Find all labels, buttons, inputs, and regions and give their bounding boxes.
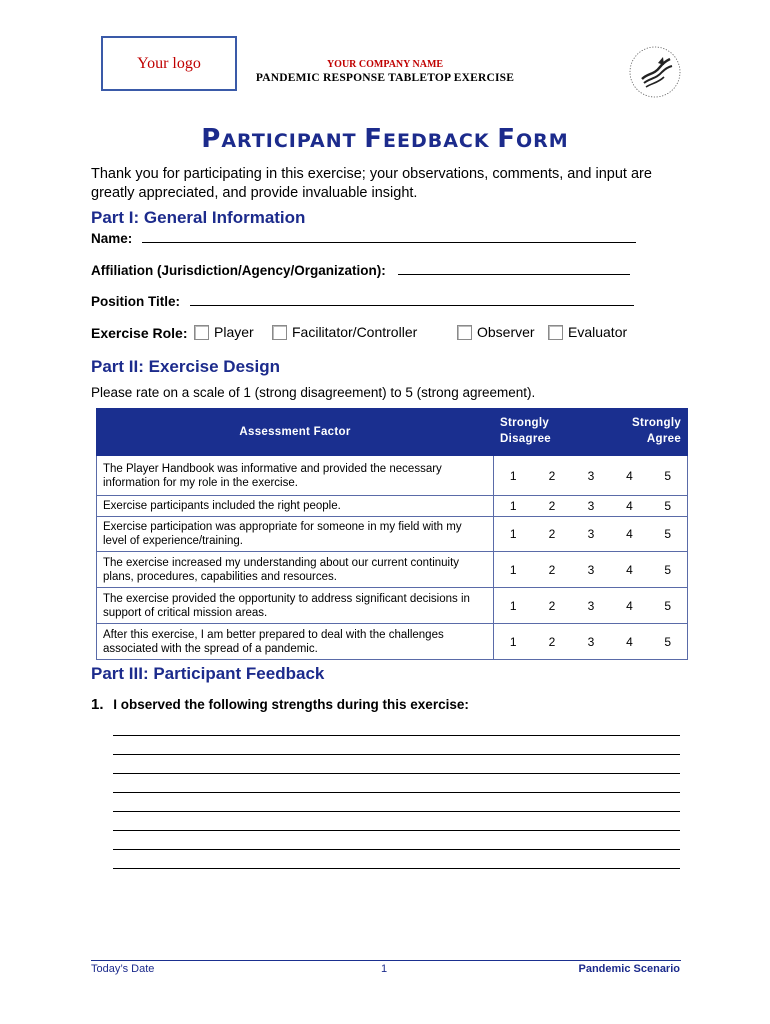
assessment-factor: Exercise participants included the right people.: [97, 496, 494, 517]
position-label: Position Title:: [91, 294, 181, 309]
rating-instructions: Please rate on a scale of 1 (strong disagreement) to 5 (strong agreement).: [91, 385, 536, 400]
rating-5[interactable]: 5: [649, 588, 688, 624]
table-row: [97, 456, 688, 496]
part2-heading: Part II: Exercise Design: [91, 357, 280, 376]
answer-line[interactable]: [113, 754, 680, 755]
role-option-evaluator[interactable]: Evaluator: [548, 324, 627, 340]
answer-line[interactable]: [113, 792, 680, 793]
rating-1[interactable]: 1: [494, 517, 533, 552]
page-title: PARTICIPANT FEEDBACK FORM: [201, 124, 569, 154]
assessment-factor: The exercise provided the opportunity to address significant decisions in support of critical mission areas.: [97, 588, 494, 624]
name-label: Name:: [91, 231, 133, 246]
rating-5[interactable]: 5: [649, 552, 688, 588]
part1-heading: Part I: General Information: [91, 208, 306, 227]
rating-1[interactable]: 1: [494, 552, 533, 588]
answer-line[interactable]: [113, 811, 680, 812]
hhs-seal-icon: [628, 45, 682, 99]
role-option-facilitator[interactable]: Facilitator/Controller: [272, 324, 417, 340]
rating-2[interactable]: 2: [533, 624, 572, 660]
assessment-factor: The Player Handbook was informative and provided the necessary information for my role in the exercise.: [97, 456, 494, 496]
table-row: [97, 588, 688, 624]
rating-5[interactable]: 5: [649, 496, 688, 517]
rating-4[interactable]: 4: [611, 456, 649, 496]
rating-4[interactable]: 4: [611, 496, 649, 517]
answer-line[interactable]: [113, 830, 680, 831]
strongly-agree-header: Strongly Agree: [611, 409, 688, 456]
rating-4[interactable]: 4: [611, 624, 649, 660]
rating-2[interactable]: 2: [533, 517, 572, 552]
exercise-role-label: Exercise Role:: [91, 325, 188, 341]
name-field-row: [91, 230, 636, 246]
footer-scenario: Pandemic Scenario: [578, 963, 680, 975]
player-checkbox[interactable]: [194, 325, 209, 340]
assessment-factor-header: Assessment Factor: [97, 409, 494, 456]
rating-1[interactable]: 1: [494, 588, 533, 624]
facilitator-checkbox[interactable]: [272, 325, 287, 340]
exercise-name: PANDEMIC RESPONSE TABLETOP EXERCISE: [255, 72, 515, 84]
rating-3[interactable]: 3: [572, 588, 611, 624]
evaluator-checkbox[interactable]: [548, 325, 563, 340]
question-text: I observed the following strengths during this exercise:: [113, 697, 469, 712]
part3-heading: Part III: Participant Feedback: [91, 664, 325, 683]
question-1: [91, 696, 469, 713]
answer-line[interactable]: [113, 868, 680, 869]
rating-2[interactable]: 2: [533, 588, 572, 624]
observer-checkbox[interactable]: [457, 325, 472, 340]
rating-4[interactable]: 4: [611, 552, 649, 588]
answer-line[interactable]: [113, 773, 680, 774]
rating-3[interactable]: 3: [572, 456, 611, 496]
exercise-role-row: [91, 324, 651, 342]
rating-4[interactable]: 4: [611, 588, 649, 624]
rating-2[interactable]: 2: [533, 456, 572, 496]
footer-divider: [91, 960, 681, 961]
table-header-row: [97, 409, 688, 456]
rating-3[interactable]: 3: [572, 552, 611, 588]
company-name: YOUR COMPANY NAME: [326, 59, 444, 70]
rating-3[interactable]: 3: [572, 496, 611, 517]
rating-5[interactable]: 5: [649, 456, 688, 496]
rating-1[interactable]: 1: [494, 496, 533, 517]
affiliation-label: Affiliation (Jurisdiction/Agency/Organization):: [91, 263, 386, 278]
answer-line[interactable]: [113, 849, 680, 850]
table-row: [97, 552, 688, 588]
table-row: [97, 517, 688, 552]
table-row: [97, 624, 688, 660]
question-number: 1.: [91, 696, 104, 713]
affiliation-field[interactable]: [398, 262, 630, 275]
strongly-disagree-header: Strongly Disagree: [494, 409, 572, 456]
assessment-table: [96, 408, 688, 660]
footer-page-number: 1: [381, 963, 388, 975]
logo-placeholder: Your logo: [101, 36, 237, 91]
assessment-factor: The exercise increased my understanding about our current continuity plans, procedures, capabilities and resources.: [97, 552, 494, 588]
position-field-row: [91, 293, 634, 309]
rating-2[interactable]: 2: [533, 496, 572, 517]
footer-date: Today’s Date: [91, 963, 155, 975]
rating-4[interactable]: 4: [611, 517, 649, 552]
rating-5[interactable]: 5: [649, 517, 688, 552]
rating-2[interactable]: 2: [533, 552, 572, 588]
table-row: [97, 496, 688, 517]
assessment-factor: Exercise participation was appropriate for someone in my field with my level of experience/training.: [97, 517, 494, 552]
assessment-factor: After this exercise, I am better prepared to deal with the challenges associated with the spread of a pandemic.: [97, 624, 494, 660]
rating-3[interactable]: 3: [572, 517, 611, 552]
role-option-observer[interactable]: Observer: [457, 324, 535, 340]
rating-5[interactable]: 5: [649, 624, 688, 660]
role-option-player[interactable]: Player: [194, 324, 254, 340]
rating-1[interactable]: 1: [494, 456, 533, 496]
rating-3[interactable]: 3: [572, 624, 611, 660]
intro-text: Thank you for participating in this exercise; your observations, comments, and input are greatly appreciated, and provide invaluable insight.: [91, 166, 652, 201]
name-field[interactable]: [142, 230, 636, 243]
rating-1[interactable]: 1: [494, 624, 533, 660]
affiliation-field-row: [91, 262, 630, 278]
position-field[interactable]: [190, 293, 634, 306]
answer-line[interactable]: [113, 735, 680, 736]
